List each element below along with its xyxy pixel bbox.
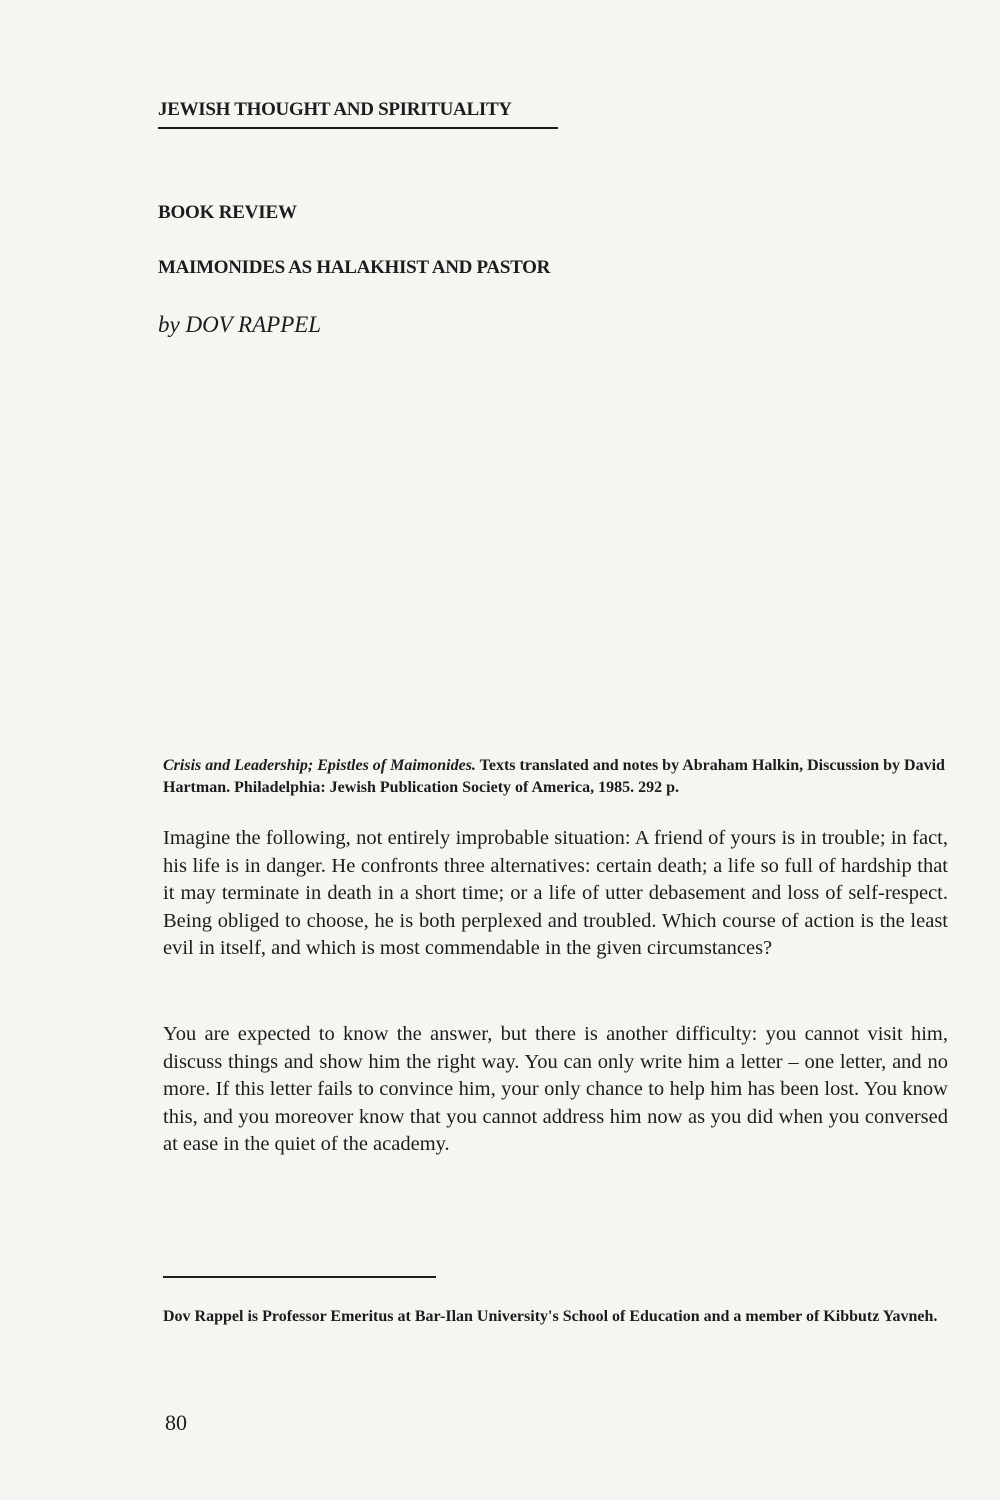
footnote-divider <box>163 1276 436 1278</box>
body-paragraph: Imagine the following, not entirely improbable situation: A friend of yours is in trouble; in fact, his life is in danger. He confronts three alternatives: certain death; a life so full of hardship that it may terminate in death in a short time; or a life of utter debasement and loss of self-respect. Being obliged to choose, he is both perplexed and troubled. Which course of action is the least evil in itself, and which is most commendable in the given circumstances? <box>163 827 948 959</box>
section-header: JEWISH THOUGHT AND SPIRITUALITY <box>158 99 512 120</box>
citation-details: Texts translated and notes by Abraham Halkin, Discussion by David Hartman. Philadelphia: Jewish Publication Society of America, 1985. 292 p. <box>163 757 945 796</box>
article-title: MAIMONIDES AS HALAKHIST AND PASTOR <box>158 257 551 278</box>
page-number: 80 <box>165 1410 187 1435</box>
review-label: BOOK REVIEW <box>158 202 297 223</box>
author-byline: by DOV RAPPEL <box>158 312 322 337</box>
author-footnote: Dov Rappel is Professor Emeritus at Bar-Ilan University's School of Education and a member of Kibbutz Yavneh. <box>163 1308 938 1325</box>
book-citation <box>163 755 953 799</box>
book-title: Crisis and Leadership; Epistles of Maimonides. <box>163 757 476 774</box>
body-paragraph: You are expected to know the answer, but there is another difficulty: you cannot visit him, discuss things and show him the right way. You can only write him a letter – one letter, and no more. If this letter fails to convince him, your only chance to help him has been lost. You know this, and you moreover know that you cannot address him now as you did when you conversed at ease in the quiet of the academy. <box>163 1023 948 1155</box>
section-underline <box>158 127 558 129</box>
